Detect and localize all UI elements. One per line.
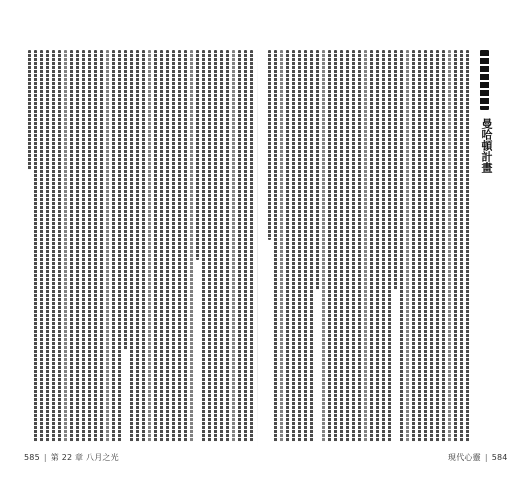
- text-column: [328, 50, 331, 442]
- text-column: [388, 50, 391, 442]
- text-column: [358, 50, 361, 442]
- text-column: [232, 50, 235, 442]
- text-column: [202, 50, 205, 442]
- text-column: [88, 50, 91, 442]
- text-column: [52, 50, 55, 442]
- text-column: [370, 50, 373, 442]
- text-column: [274, 50, 277, 442]
- text-column: [184, 50, 187, 442]
- text-column: [148, 50, 151, 442]
- text-column: [280, 50, 283, 442]
- text-column: [124, 50, 127, 350]
- text-column: [394, 50, 397, 290]
- text-column: [304, 50, 307, 442]
- text-column: [106, 50, 109, 442]
- text-column: [382, 50, 385, 442]
- text-column: [46, 50, 49, 442]
- text-column: [112, 50, 115, 442]
- text-column: [364, 50, 367, 442]
- text-column: [178, 50, 181, 442]
- text-column: [208, 50, 211, 442]
- left-chapter-title: 八月之光: [86, 453, 119, 462]
- right-page: [266, 50, 501, 445]
- text-column: [64, 50, 67, 442]
- text-column: [94, 50, 97, 442]
- text-column: [310, 50, 313, 442]
- text-column: [322, 50, 325, 442]
- text-column: [400, 50, 403, 442]
- text-column: [424, 50, 427, 442]
- text-column: [136, 50, 139, 442]
- text-column: [268, 50, 271, 240]
- text-column: [118, 50, 121, 442]
- text-column: [160, 50, 163, 442]
- text-column: [28, 50, 31, 170]
- text-column: [448, 50, 451, 442]
- text-column: [418, 50, 421, 442]
- text-column: [76, 50, 79, 442]
- text-column: [442, 50, 445, 442]
- text-column: [346, 50, 349, 442]
- text-column: [142, 50, 145, 442]
- text-column: [376, 50, 379, 442]
- text-column: [244, 50, 247, 442]
- text-column: [298, 50, 301, 442]
- text-column: [190, 50, 193, 442]
- text-column: [454, 50, 457, 442]
- text-column: [316, 50, 319, 290]
- text-column: [154, 50, 157, 442]
- text-column: [430, 50, 433, 442]
- left-chapter-label: 第 22 章: [50, 453, 84, 462]
- text-column: [466, 50, 469, 442]
- text-column: [250, 50, 253, 442]
- text-column: [214, 50, 217, 442]
- text-column: [334, 50, 337, 442]
- right-page-footer: 現代心靈 | 584: [448, 453, 508, 462]
- section-heading: [480, 50, 489, 110]
- text-column: [352, 50, 355, 442]
- text-column: [70, 50, 73, 442]
- text-column: [238, 50, 241, 442]
- text-column: [406, 50, 409, 442]
- text-column: [340, 50, 343, 442]
- text-column: [40, 50, 43, 442]
- page-gutter: [257, 48, 258, 448]
- text-column: [172, 50, 175, 442]
- text-column: [58, 50, 61, 442]
- right-page-number: 584: [491, 453, 508, 462]
- right-running-head: 現代心靈: [448, 453, 481, 462]
- left-page-footer: 585 | 第 22 章 八月之光: [24, 453, 119, 462]
- text-column: [226, 50, 229, 442]
- text-column: [100, 50, 103, 442]
- text-column: [166, 50, 169, 442]
- section-heading-text: 曼哈頓計畫: [480, 118, 493, 173]
- text-column: [34, 50, 37, 442]
- text-column: [436, 50, 439, 442]
- text-column: [196, 50, 199, 260]
- text-column: [82, 50, 85, 442]
- text-column: [286, 50, 289, 442]
- left-page: [22, 50, 257, 445]
- text-column: [412, 50, 415, 442]
- text-column: [292, 50, 295, 442]
- text-column: [130, 50, 133, 442]
- text-column: [220, 50, 223, 442]
- left-page-number: 585: [24, 453, 40, 462]
- text-column: [460, 50, 463, 442]
